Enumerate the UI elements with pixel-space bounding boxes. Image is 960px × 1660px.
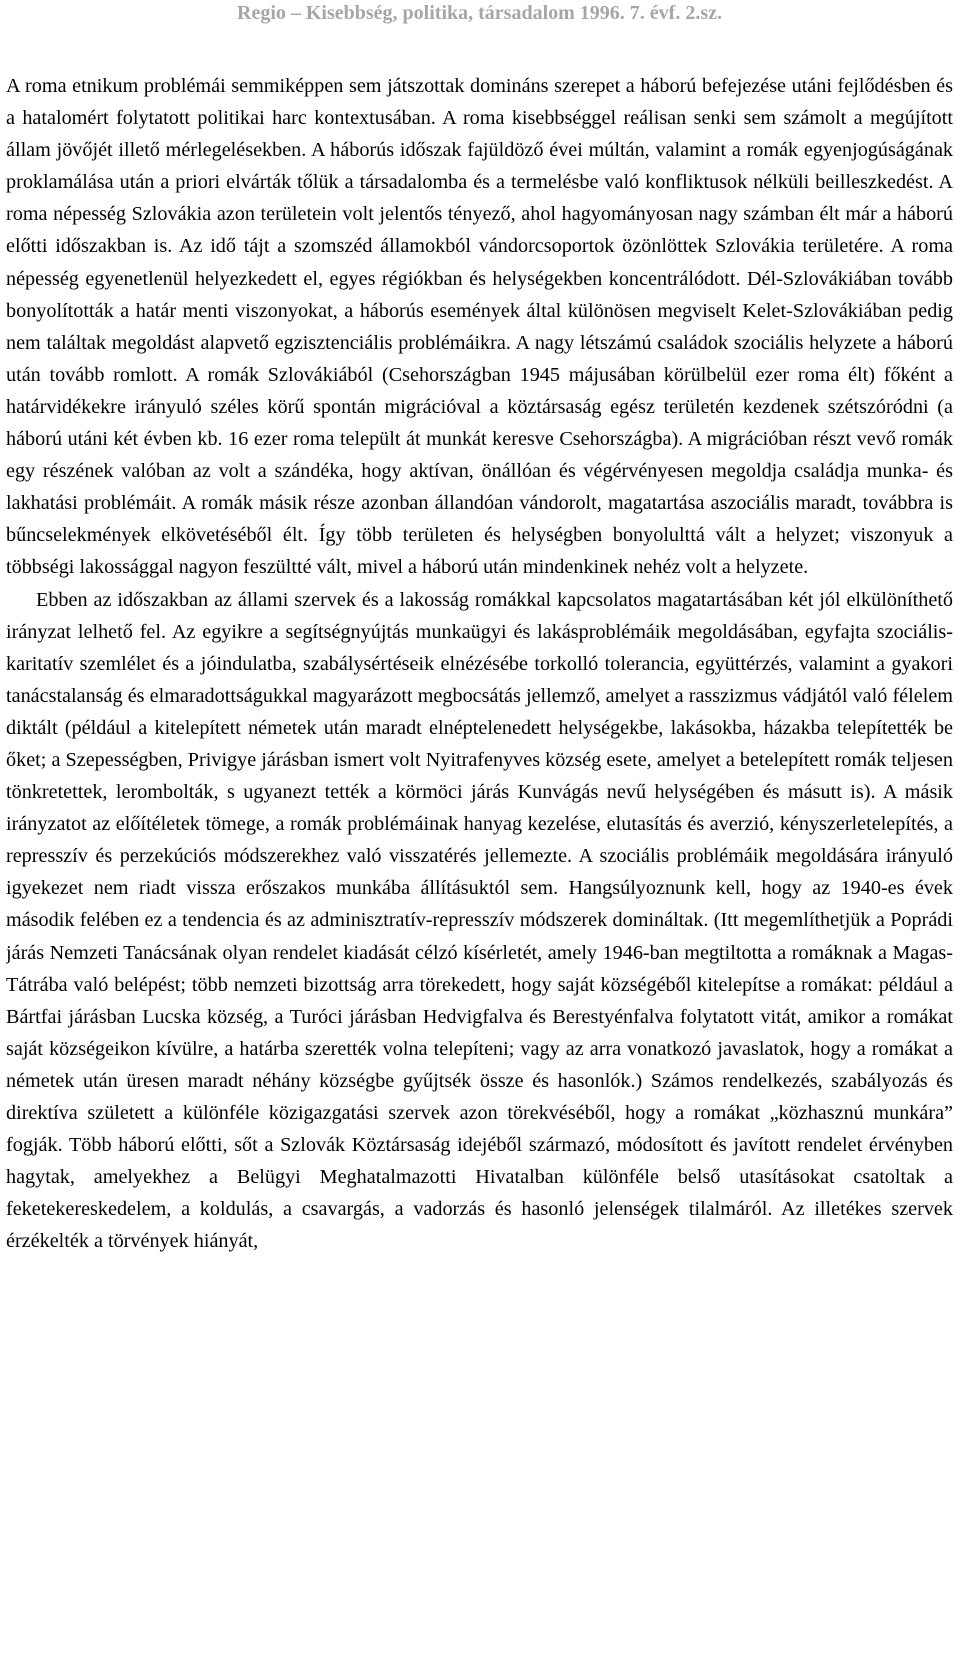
article-body bbox=[6, 70, 953, 1257]
paragraph-2: Ebben az időszakban az állami szervek és a lakosság romákkal kapcsolatos magatartásában két jól elkülöníthető irányzat lelhető fel. Az egyikre a segítségnyújtás munkaügyi és lakásproblémáik megoldásában, egyfajta szociális-karitatív szemlélet és a jóindulatba, szabálysértéseik elnézésébe torkolló tolerancia, együttérzés, valamint a gyakori tanácstalanság és elmaradottságukkal magyarázott megbocsátás jellemző, amelyet a rasszizmus vádjától való félelem diktált (például a kitelepített németek után maradt elnéptelenedett helységekbe, lakásokba, házakba telepítették be őket; a Szepességben, Privigye járásban ismert volt Nyitrafenyves község esete, amelyet a betelepített romák teljesen tönkretettek, lerombolták, s ugyanezt tették a körmöci járás Kunvágás nevű helységében és másutt is). A másik irányzatot az előítéletek tömege, a romák problémáinak hanyag kezelése, elutasítás és averzió, kényszerletelepítés, a represszív és perzekúciós módszerekhez való visszatérés jellemezte. A szociális problémáik megoldására irányuló igyekezet nem riadt vissza erőszakos munkába állításuktól sem. Hangsúlyoznunk kell, hogy az 1940-es évek második felében ez a tendencia és az adminisztratív-represszív módszerek domináltak. (Itt megemlíthetjük a Poprádi járás Nemzeti Tanácsának olyan rendelet kiadását célzó kísérletét, amely 1946-ban megtiltotta a romáknak a Magas-Tátrába való belépést; több nemzeti bizottság arra törekedett, hogy saját községéből kitelepítse a romákat: például a Bártfai járásban Lucska község, a Turóci járásban Hedvigfalva és Berestyénfalva folytatott vitát, amikor a romákat saját községeikon kívülre, a határba szerették volna telepíteni; vagy az arra vonatkozó javaslatok, hogy a romákat a németek után üresen maradt néhány községbe gyűjtsék össze és hasonlók.) Számos rendelkezés, szabályozás és direktíva született a különféle közigazgatási szervek azon törekvéséből, hogy a romákat „közhasznú munkára” fogják. Több háború előtti, sőt a Szlovák Köztársaság idejéből származó, módosított és javított rendelet érvényben hagytak, amelyekhez a Belügyi Meghatalmazotti Hivatalban különféle belső utasításokat csatoltak a feketekereskedelem, a koldulás, a csavargás, a vadorzás és hasonló jelenségek tilalmáról. Az illetékes szervek érzékelték a törvények hiányát, bbox=[6, 588, 953, 1253]
paragraph-1: A roma etnikum problémái semmiképpen sem játszottak domináns szerepet a háború befejezése utáni fejlődésben és a hatalomért folytatott politikai harc kontextusában. A roma kisebbséggel reálisan senki sem számolt a megújított állam jövőjét illető mérlegelésekben. A háborús időszak fajüldöző évei múltán, valamint a romák egyenjogúságának proklamálása után a priori elvárták tőlük a társadalomba és a termelésbe való konfliktusok nélküli beilleszkedést. A roma népesség Szlovákia azon területein volt jelentős tényező, ahol hagyományosan nagy számban élt már a háború előtti időszakban is. Az idő tájt a szomszéd államokból vándorcsoportok özönlöttek Szlovákia területére. A roma népesség egyenetlenül helyezkedett el, egyes régiókban és helységekben koncentrálódott. Dél-Szlovákiában tovább bonyolították a határ menti viszonyokat, a háborús események által különösen megviselt Kelet-Szlovákiában pedig nem találtak megoldást alapvető egzisztenciális problémáikra. A nagy létszámú családok szociális helyzete a háború után tovább romlott. A romák Szlovákiából (Csehországban 1945 májusában körülbelül ezer roma élt) főként a határvidékekre irányuló széles körű spontán migrációval a köztársaság egész területén kezdenek szétszóródni (a háború utáni két évben kb. 16 ezer roma települt át munkát keresve Csehországba). A migrációban részt vevő romák egy részének valóban az volt a szándéka, hogy aktívan, önállóan és végérvényesen megoldja családja munka- és lakhatási problémáit. A romák másik része azonban állandóan vándorolt, magatartása aszociális maradt, továbbra is bűncselekmények elkövetéséből élt. Így több területen és helységben bonyolulttá vált a helyzet; viszonyuk a többségi lakossággal nagyon feszültté vált, mivel a háború után mindenkinek nehéz volt a helyzete. bbox=[6, 75, 953, 579]
document-page bbox=[6, 0, 953, 1660]
running-header: Regio – Kisebbség, politika, társadalom 1996. 7. évf. 2.sz. bbox=[237, 2, 722, 24]
